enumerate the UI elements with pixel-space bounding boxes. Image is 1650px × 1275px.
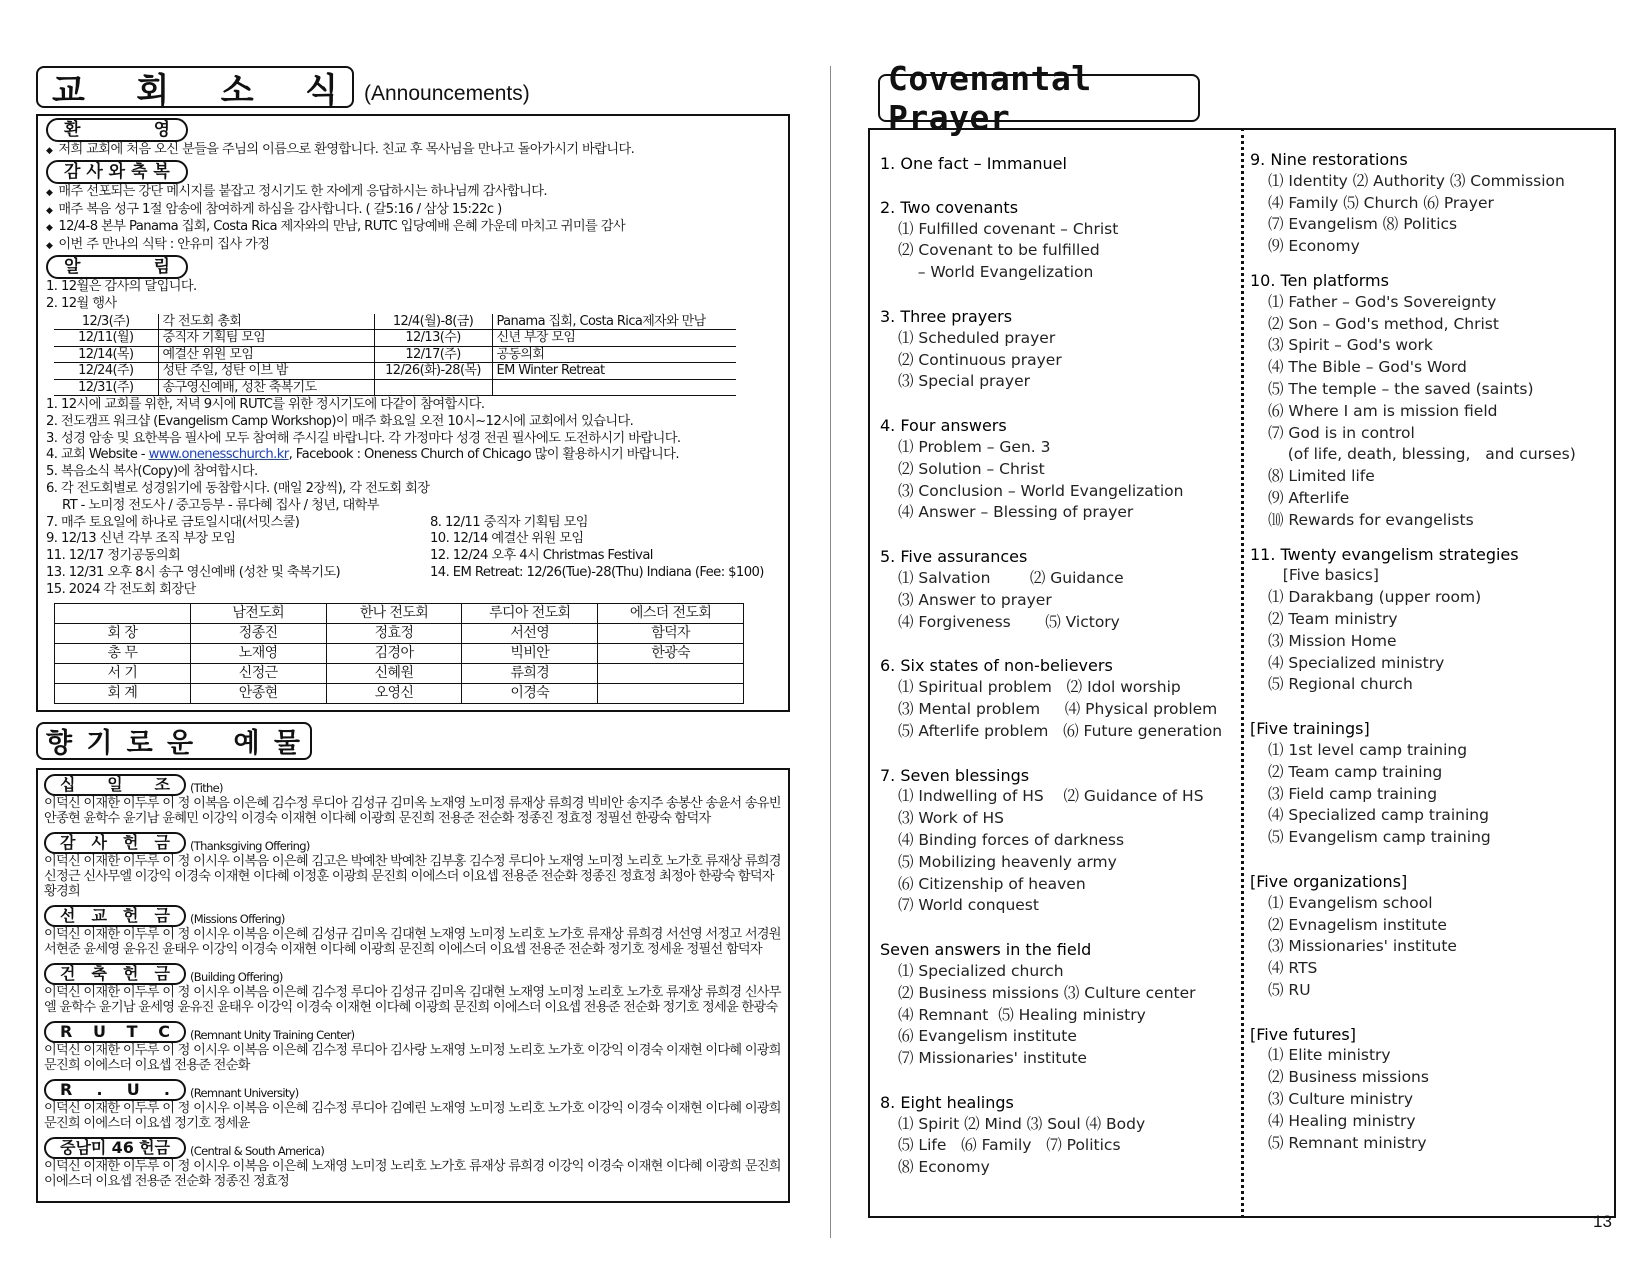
offering-names: 이덕신 이재한 이두루 이 정 이시우 이복음 이은혜 김수정 루디아 김사랑 노재영 노미정 노리호 노가호 이강익 이경숙 이재현 이다혜 이광희 문진희 이에스더 이요셉 전용준 전순화: [44, 1042, 781, 1073]
officers-cell: 신정근: [190, 663, 326, 683]
officers-cell: 빅비안: [462, 643, 598, 663]
thanks-item: ◆ 매주 선포되는 강단 메시지를 붙잡고 정시기도 한 자에게 응답하시는 하나님께 감사합니다.: [46, 184, 780, 202]
offering-label: [44, 1021, 186, 1043]
prayer-heading: Seven answers in the field: [880, 940, 1092, 960]
prayer-item: ⑴ Spiritual problem ⑵ Idol worship: [898, 678, 1181, 697]
offering-label: [44, 832, 186, 854]
officers-cell: 한광숙: [598, 643, 744, 663]
offering-label-char: 일: [107, 775, 123, 795]
officers-header-cell: 한나 전도회: [326, 603, 462, 623]
prayer-item: ⑴ Elite ministry: [1268, 1046, 1391, 1065]
section-gap: [1250, 849, 1610, 871]
notice-line: 6. 각 전도회별로 성경읽기에 동참합시다. (매일 2장씩), 각 전도회 회장: [46, 481, 430, 497]
prayer-item: ⑷ The Bible – God's Word: [1268, 358, 1467, 377]
schedule-row: [54, 379, 736, 396]
prayer-heading: [Five organizations]: [1250, 871, 1408, 891]
officers-cell: 서선영: [462, 623, 598, 643]
prayer-item: – World Evangelization: [898, 263, 1094, 282]
prayer-item: ⑴ Scheduled prayer: [898, 328, 1056, 347]
offering-note: (Central & South America): [190, 1143, 325, 1158]
prayer-column-left: [880, 153, 1236, 1179]
prayer-item: ⑸ Remnant ministry: [1268, 1133, 1427, 1152]
prayer-item: ⑼ Economy: [1268, 237, 1360, 256]
column-separator: [1241, 128, 1244, 1218]
officers-header-cell: [55, 603, 191, 623]
offering-note: (Remnant University): [190, 1085, 299, 1100]
schedule-row: [54, 346, 736, 363]
announcements-panel: [36, 114, 790, 712]
offering-title-char: 기: [86, 728, 113, 760]
thanks-item: ◆ 매주 복음 성구 1절 암송에 참여하게 하심을 감사합니다. ( 갈5:16 / 삼상 15:22c ): [46, 202, 780, 220]
offering-label-char: 46: [111, 1138, 134, 1158]
prayer-item: ⑴ Salvation ⑵ Guidance: [898, 568, 1124, 587]
officers-cell: [598, 683, 744, 703]
offering-note: (Building Offering): [190, 969, 283, 984]
schedule-cell: 송구영신예배, 성찬 축복기도: [158, 379, 374, 396]
schedule-cell: 12/13(수): [374, 330, 492, 347]
offering-label-char: T: [126, 1022, 138, 1042]
notice-pair-left: 13. 12/31 오후 8시 송구 영신예배 (성찬 및 축복기도): [46, 565, 341, 581]
prayer-item: ⑸ Evangelism camp training: [1268, 828, 1491, 847]
offering-names: 이덕신 이재한 이두루 이 정 이시우 이복음 이은혜 김고은 박예찬 박예찬 김부홍 김수정 루디아 노재영 노미정 노리호 노가호 류재상 류희경 신정근 신사무엘 이강익 이경숙 이재현 이다혜 이정훈 이광희 문진희 이에스더 이요셉 전용준 전순화 정종진 정효정 최정아 한광숙 함덕자 황경희: [44, 853, 781, 899]
notice-pair-right: 14. EM Retreat: 12/26(Tue)-28(Thu) Indiana (Fee: $100): [430, 565, 764, 581]
notice-pair-row: [46, 531, 780, 548]
notice-line: 1. 12월은 감사의 달입니다.: [46, 278, 197, 294]
prayer-item: ⑸ Mobilizing heavenly army: [898, 852, 1117, 871]
prayer-item: ⑵ Continuous prayer: [898, 350, 1062, 369]
schedule-cell: 예결산 위원 모임: [158, 346, 374, 363]
schedule-cell: Panama 집회, Costa Rica제자와 만남: [492, 314, 736, 330]
offering-title-char: 물: [273, 728, 300, 760]
offering-label-char: 교: [91, 906, 107, 926]
officers-cell: 이경숙: [462, 683, 598, 703]
notice-pairs: [46, 515, 780, 582]
schedule-cell: 12/14(목): [54, 346, 158, 363]
officers-header-cell: 남전도회: [190, 603, 326, 623]
thanks-item: ◆ 12/4-8 본부 Panama 집회, Costa Rica 제자와의 만남, RUTC 입당예배 은혜 가운데 마치고 귀미를 감사: [46, 219, 780, 237]
officers-cell: 회 장: [55, 623, 191, 643]
prayer-heading: 9. Nine restorations: [1250, 150, 1408, 169]
offering-note: (Remnant Unity Training Center): [190, 1027, 355, 1042]
offering-label-char: C: [158, 1022, 170, 1042]
officers-header-row: [55, 603, 744, 623]
offering-label: [44, 905, 186, 927]
prayer-heading: 11. Twenty evangelism strategies: [1250, 544, 1519, 564]
prayer-item: ⑻ Economy: [898, 1158, 990, 1177]
prayer-item: ⑶ Spirit – God's work: [1268, 336, 1433, 355]
prayer-item: ⑶ Mental problem ⑷ Physical problem: [898, 699, 1218, 718]
offering-label-char: 축: [91, 964, 107, 984]
section-gap: [880, 284, 1236, 306]
section-gap: [880, 393, 1236, 415]
prayer-item: ⑴ Spirit ⑵ Mind ⑶ Soul ⑷ Body: [898, 1114, 1146, 1133]
notice-pair-left: 7. 매주 토요일에 하나로 금토일시대(서밋스쿨): [46, 514, 300, 530]
prayer-item: ⑶ Field camp training: [1268, 784, 1438, 803]
prayer-item: (of life, death, blessing, and curses): [1268, 445, 1576, 464]
notice-line: 2. 12월 행사: [46, 295, 117, 311]
offering-header: [44, 832, 782, 854]
prayer-item: ⑼ Afterlife: [1268, 488, 1350, 507]
section-gap: [880, 524, 1236, 546]
thanks-label: 감 사 와 축 복: [46, 160, 188, 184]
schedule-cell: 12/11(월): [54, 330, 158, 347]
prayer-item: ⑷ Specialized ministry: [1268, 653, 1445, 672]
offering-label-char: 중남미: [60, 1138, 107, 1158]
prayer-item: ⑵ Business missions ⑶ Culture center: [898, 983, 1196, 1002]
prayer-item: ⑹ Where I am is mission field: [1268, 401, 1498, 420]
prayer-column-right: [1250, 149, 1610, 1154]
notice-line: 1. 12시에 교회를 위한, 저녁 9시에 RUTC를 위한 정시기도에 다같이 참여합시다.: [46, 397, 485, 413]
offering-title-char: 향: [46, 728, 73, 760]
schedule-cell: [492, 379, 736, 396]
website-suffix: , Facebook : Oneness Church of Chicago 많이 활용하시기 바랍니다.: [288, 447, 679, 463]
prayer-heading: 2. Two covenants: [880, 197, 1019, 217]
announcements-title: [36, 66, 354, 111]
offering-names: 이덕신 이재한 이두루 이 정 이시우 이복음 이은혜 김수정 루디아 김예린 노재영 노미정 노리호 노가호 이강익 이경숙 이재현 이다혜 이광희 문진희 이에스더 이요셉 정기호 정세윤: [44, 1100, 781, 1131]
officers-row: [55, 663, 744, 683]
prayer-item: ⑺ Missionaries' institute: [898, 1049, 1087, 1068]
notice-pair-left: 9. 12/13 신년 각부 조직 부장 모임: [46, 531, 236, 547]
offering-label-char: U: [92, 1022, 106, 1042]
prayer-item: ⑷ Family ⑸ Church ⑹ Prayer: [1268, 193, 1494, 212]
notice-line: 15. 2024 각 전도회 회장단: [46, 581, 196, 597]
title-char: 회: [136, 70, 170, 111]
prayer-item: ⑷ RTS: [1268, 959, 1318, 978]
welcome-char: 영: [153, 120, 170, 140]
offering-label-char: U: [126, 1080, 140, 1100]
welcome-char: 환: [64, 120, 81, 140]
prayer-item: ⑷ Forgiveness ⑸ Victory: [898, 612, 1120, 631]
notice-line: RT - 노미정 전도사 / 중고등부 - 류다혜 집사 / 청년, 대학부: [62, 497, 379, 513]
offerings-panel: [36, 768, 790, 1203]
prayer-item: ⑷ Answer – Blessing of prayer: [898, 503, 1134, 522]
offering-label-char: 건: [60, 964, 76, 984]
prayer-item: ⑶ Answer to prayer: [898, 590, 1052, 609]
prayer-item: ⑶ Conclusion – World Evangelization: [898, 481, 1184, 500]
title-char: 교: [52, 70, 85, 111]
december-schedule: [54, 314, 736, 397]
section-gap: [880, 633, 1236, 655]
thanks-list: [46, 184, 780, 255]
offering-label-char: R: [60, 1022, 73, 1042]
prayer-item: ⑷ Specialized camp training: [1268, 806, 1489, 825]
prayer-item: ⑸ The temple – the saved (saints): [1268, 379, 1534, 398]
offering-title-char: 운: [166, 728, 194, 760]
notice-label: [46, 255, 188, 279]
offering-header: [44, 905, 782, 927]
prayer-heading: 7. Seven blessings: [880, 765, 1030, 785]
officers-row: [55, 623, 744, 643]
prayer-item: ⑸ RU: [1268, 980, 1311, 999]
prayer-heading: 4. Four answers: [880, 416, 1007, 436]
offering-label-char: 조: [154, 775, 170, 795]
page-number: 13: [1593, 1212, 1612, 1231]
prayer-item: ⑷ Healing ministry: [1268, 1111, 1416, 1130]
schedule-cell: 12/31(주): [54, 379, 158, 396]
offering-label-char: .: [96, 1080, 103, 1100]
website-prefix: 4. 교회 Website -: [46, 447, 149, 463]
offering-label-char: 금: [154, 964, 170, 984]
prayer-item: ⑸ Life ⑹ Family ⑺ Politics: [898, 1136, 1121, 1155]
notice-line: 5. 복음소식 복사(Copy)에 참여합시다.: [46, 464, 258, 480]
offering-label: [44, 1137, 186, 1159]
notice-line: 3. 성경 암송 및 요한복음 필사에 모두 참여해 주시길 바랍니다. 각 가정마다 성경 전권 필사에도 도전하시기 바랍니다.: [46, 430, 681, 446]
offering-label-char: 사: [91, 833, 107, 853]
notice-line: 2. 전도캠프 워크샵 (Evangelism Camp Workshop)이 매주 화요일 오전 10시~12시에 교회에서 있습니다.: [46, 413, 634, 429]
prayer-item: ⑻ Limited life: [1268, 467, 1375, 486]
prayer-item: ⑶ Work of HS: [898, 809, 1004, 828]
prayer-item: ⑴ Darakbang (upper room): [1268, 588, 1482, 607]
prayer-item: ⑷ Binding forces of darkness: [898, 830, 1125, 849]
schedule-cell: 12/17(주): [374, 346, 492, 363]
notice-pair-right: 8. 12/11 중직자 기획팀 모임: [430, 514, 588, 530]
page-divider: [830, 66, 831, 1238]
officers-cell: 서 기: [55, 663, 191, 683]
schedule-cell: EM Winter Retreat: [492, 363, 736, 380]
prayer-heading: [Five trainings]: [1250, 719, 1370, 739]
offering-header: [44, 1079, 782, 1101]
prayer-item: ⑷ Remnant ⑸ Healing ministry: [898, 1005, 1146, 1024]
section-gap: [1250, 258, 1610, 270]
title-char: 식: [305, 70, 338, 111]
notice-pair-right: 10. 12/14 예결산 위원 모임: [430, 531, 584, 547]
prayer-item: ⑴ Father – God's Sovereignty: [1268, 292, 1497, 311]
offering-label-char: 헌: [123, 964, 139, 984]
offering-label-char: 감: [60, 833, 76, 853]
welcome-label: [46, 118, 188, 142]
prayer-item: ⑺ God is in control: [1268, 423, 1415, 442]
schedule-cell: 12/3(주): [54, 314, 158, 330]
notice-char: 림: [153, 256, 170, 277]
officers-cell: 김경아: [326, 643, 462, 663]
prayer-item: ⑶ Missionaries' institute: [1268, 937, 1457, 956]
prayer-item: ⑵ Son – God's method, Christ: [1268, 314, 1499, 333]
prayer-item: [Five basics]: [1268, 566, 1379, 585]
notice-char: 알: [64, 256, 81, 277]
offering-note: (Tithe): [190, 780, 223, 795]
schedule-cell: 공동의회: [492, 346, 736, 363]
prayer-item: ⑵ Team camp training: [1268, 762, 1443, 781]
offering-label-char: 헌: [123, 833, 139, 853]
prayer-item: ⑺ World conquest: [898, 896, 1039, 915]
thanks-item: ◆ 이번 주 만나의 식탁 : 안유미 집사 가정: [46, 237, 780, 255]
notice-pair-row: [46, 565, 780, 582]
schedule-cell: 각 전도회 총회: [158, 314, 374, 330]
offering-names: 이덕신 이재한 이두루 이 정 이시우 이복음 이은혜 김수정 루디아 김성규 김미옥 김대현 노재영 노미정 노리호 노가호 류재상 류희경 신사무엘 윤학수 윤기남 윤세영 윤유진 윤태우 이강익 이경숙 이재현 이다혜 이광희 문진희 이에스더 이요셉 전용준 전순화 정기호 정세윤 한광숙: [44, 984, 781, 1015]
offering-header: [44, 1137, 782, 1159]
prayer-item: ⑴ Specialized church: [898, 961, 1064, 980]
section-gap: [1250, 696, 1610, 718]
welcome-item: ◆ 저희 교회에 처음 오신 분들을 주님의 이름으로 환영합니다. 친교 후 목사님을 만나고 돌아가시기 바랍니다.: [46, 142, 780, 160]
prayer-item: ⑴ Problem – Gen. 3: [898, 437, 1051, 456]
schedule-cell: 12/4(월)-8(금): [374, 314, 492, 330]
offering-label-char: .: [163, 1080, 170, 1100]
prayer-item: ⑴ Evangelism school: [1268, 893, 1433, 912]
officers-cell: 회 계: [55, 683, 191, 703]
prayer-heading: 5. Five assurances: [880, 547, 1028, 567]
section-gap: [880, 175, 1236, 197]
title-char: 소: [220, 70, 254, 111]
prayer-item: ⑴ Indwelling of HS ⑵ Guidance of HS: [898, 787, 1204, 806]
offering-note: (Thanksgiving Offering): [190, 838, 310, 853]
offering-header: [44, 1021, 782, 1043]
prayer-item: ⑴ Identity ⑵ Authority ⑶ Commission: [1268, 171, 1565, 190]
officers-cell: 총 무: [55, 643, 191, 663]
officers-row: [55, 683, 744, 703]
offering-note: (Missions Offering): [190, 911, 285, 926]
prayer-item: ⑵ Business missions: [1268, 1068, 1429, 1087]
prayer-item: ⑶ Special prayer: [898, 372, 1030, 391]
schedule-row: [54, 314, 736, 330]
officers-header-cell: 에스더 전도회: [598, 603, 744, 623]
prayer-heading: 8. Eight healings: [880, 1092, 1014, 1112]
offering-label-char: 금: [154, 906, 170, 926]
section-gap: [1250, 532, 1610, 544]
schedule-cell: 12/24(주): [54, 363, 158, 380]
offering-title-char: 예: [233, 728, 260, 760]
schedule-cell: 중직자 기획팀 모임: [158, 330, 374, 347]
section-gap: [1250, 1002, 1610, 1024]
offering-names: 이덕신 이재한 이두루 이 정 이복음 이은혜 김수정 루디아 김성규 김미옥 노재영 노미정 류재상 류희경 빅비안 송지주 송봉산 송윤서 송유빈 안종현 윤학수 윤기남 윤혜민 이강익 이경숙 이재현 이다혜 이광희 문진희 전용준 전순화 정종진 정효정 정필선 한광숙 함덕자: [44, 795, 781, 826]
prayer-item: ⑵ Team ministry: [1268, 609, 1398, 628]
offering-label: [44, 963, 186, 985]
section-gap: [880, 917, 1236, 939]
prayer-item: ⑸ Regional church: [1268, 675, 1413, 694]
announcements-page: [36, 66, 790, 1203]
prayer-item: ⑵ Evnagelism institute: [1268, 915, 1447, 934]
officers-cell: 류희경: [462, 663, 598, 683]
prayer-heading: 1. One fact – Immanuel: [880, 154, 1067, 173]
officers-row: [55, 643, 744, 663]
prayer-heading: 10. Ten platforms: [1250, 270, 1389, 290]
officers-table: [54, 603, 744, 704]
offering-label-char: 십: [60, 775, 76, 795]
welcome-list: [46, 142, 780, 160]
prayer-item: ⑺ Evangelism ⑻ Politics: [1268, 215, 1458, 234]
offering-label: [44, 1079, 186, 1101]
officers-cell: 정종진: [190, 623, 326, 643]
offering-header: [44, 774, 782, 796]
offering-label-char: 헌: [123, 906, 139, 926]
prayer-item: ⑹ Citizenship of heaven: [898, 874, 1086, 893]
announcements-title-english: (Announcements): [364, 82, 530, 105]
section-gap: [880, 1070, 1236, 1092]
prayer-item: ⑵ Covenant to be fulfilled: [898, 241, 1100, 260]
offering-title-char: 로: [126, 728, 153, 760]
notice-line-website: [46, 447, 780, 464]
schedule-cell: [374, 379, 492, 396]
prayer-item: ⑹ Evangelism institute: [898, 1027, 1077, 1046]
prayer-heading: 6. Six states of non-believers: [880, 656, 1113, 676]
schedule-cell: 12/26(화)-28(목): [374, 363, 492, 380]
officers-cell: 정효정: [326, 623, 462, 643]
schedule-row: [54, 363, 736, 380]
offering-label-char: 헌금: [139, 1138, 170, 1158]
prayer-item: ⑽ Rewards for evangelists: [1268, 510, 1474, 529]
offering-names: 이덕신 이재한 이두루 이 정 이시우 이복음 이은혜 노재영 노미정 노리호 노가호 류재상 류희경 이강익 이경숙 이재현 이다혜 이광희 문진희 이에스더 이요셉 전용준 전순화 정종진 정효정: [44, 1158, 781, 1189]
offering-names: 이덕신 이재한 이두루 이 정 이시우 이복음 이은혜 김성규 김미옥 김대현 노재영 노미정 노리호 노가호 류재상 류희경 서선영 서정고 서경원 서현준 윤세영 윤유진 윤태우 이강익 이경숙 이재현 이다혜 이광희 문진희 이에스더 이요셉 전용준 전순화 정기호 정세윤 정필선 함덕자: [44, 926, 781, 957]
notice-pair-left: 11. 12/17 정기공동의회: [46, 548, 181, 564]
offering-label: [44, 774, 186, 796]
schedule-cell: 성탄 주일, 성탄 이브 밤: [158, 363, 374, 380]
website-link[interactable]: www.onenesschurch.kr: [148, 447, 289, 463]
prayer-heading: [Five futures]: [1250, 1024, 1356, 1044]
officers-cell: [598, 663, 744, 683]
announcements-header: [36, 66, 790, 111]
notice-pair-row: [46, 515, 780, 532]
offering-label-char: 금: [154, 833, 170, 853]
prayer-item: ⑴ 1st level camp training: [1268, 740, 1468, 759]
prayer-item: ⑶ Culture ministry: [1268, 1090, 1414, 1109]
offering-label-char: 선: [60, 906, 76, 926]
offering-header: [44, 963, 782, 985]
officers-cell: 함덕자: [598, 623, 744, 643]
prayer-item: ⑸ Afterlife problem ⑹ Future generation: [898, 721, 1223, 740]
notice-pair-row: [46, 548, 780, 565]
officers-cell: 오영신: [326, 683, 462, 703]
offering-label-char: R: [60, 1080, 73, 1100]
section-gap: [880, 743, 1236, 765]
schedule-cell: 신년 부장 모임: [492, 330, 736, 347]
prayer-item: ⑵ Solution – Christ: [898, 459, 1045, 478]
schedule-row: [54, 330, 736, 347]
notice-pair-right: 12. 12/24 오후 4시 Christmas Festival: [430, 548, 653, 564]
prayer-heading: 3. Three prayers: [880, 306, 1013, 326]
officers-cell: 노재영: [190, 643, 326, 663]
officers-cell: 안종현: [190, 683, 326, 703]
covenantal-prayer-title: Covenantal Prayer: [878, 74, 1200, 122]
officers-cell: 신혜원: [326, 663, 462, 683]
prayer-item: ⑴ Fulfilled covenant – Christ: [898, 219, 1119, 238]
offerings-title: [36, 722, 312, 760]
prayer-item: ⑶ Mission Home: [1268, 631, 1397, 650]
officers-header-cell: 루디아 전도회: [462, 603, 598, 623]
